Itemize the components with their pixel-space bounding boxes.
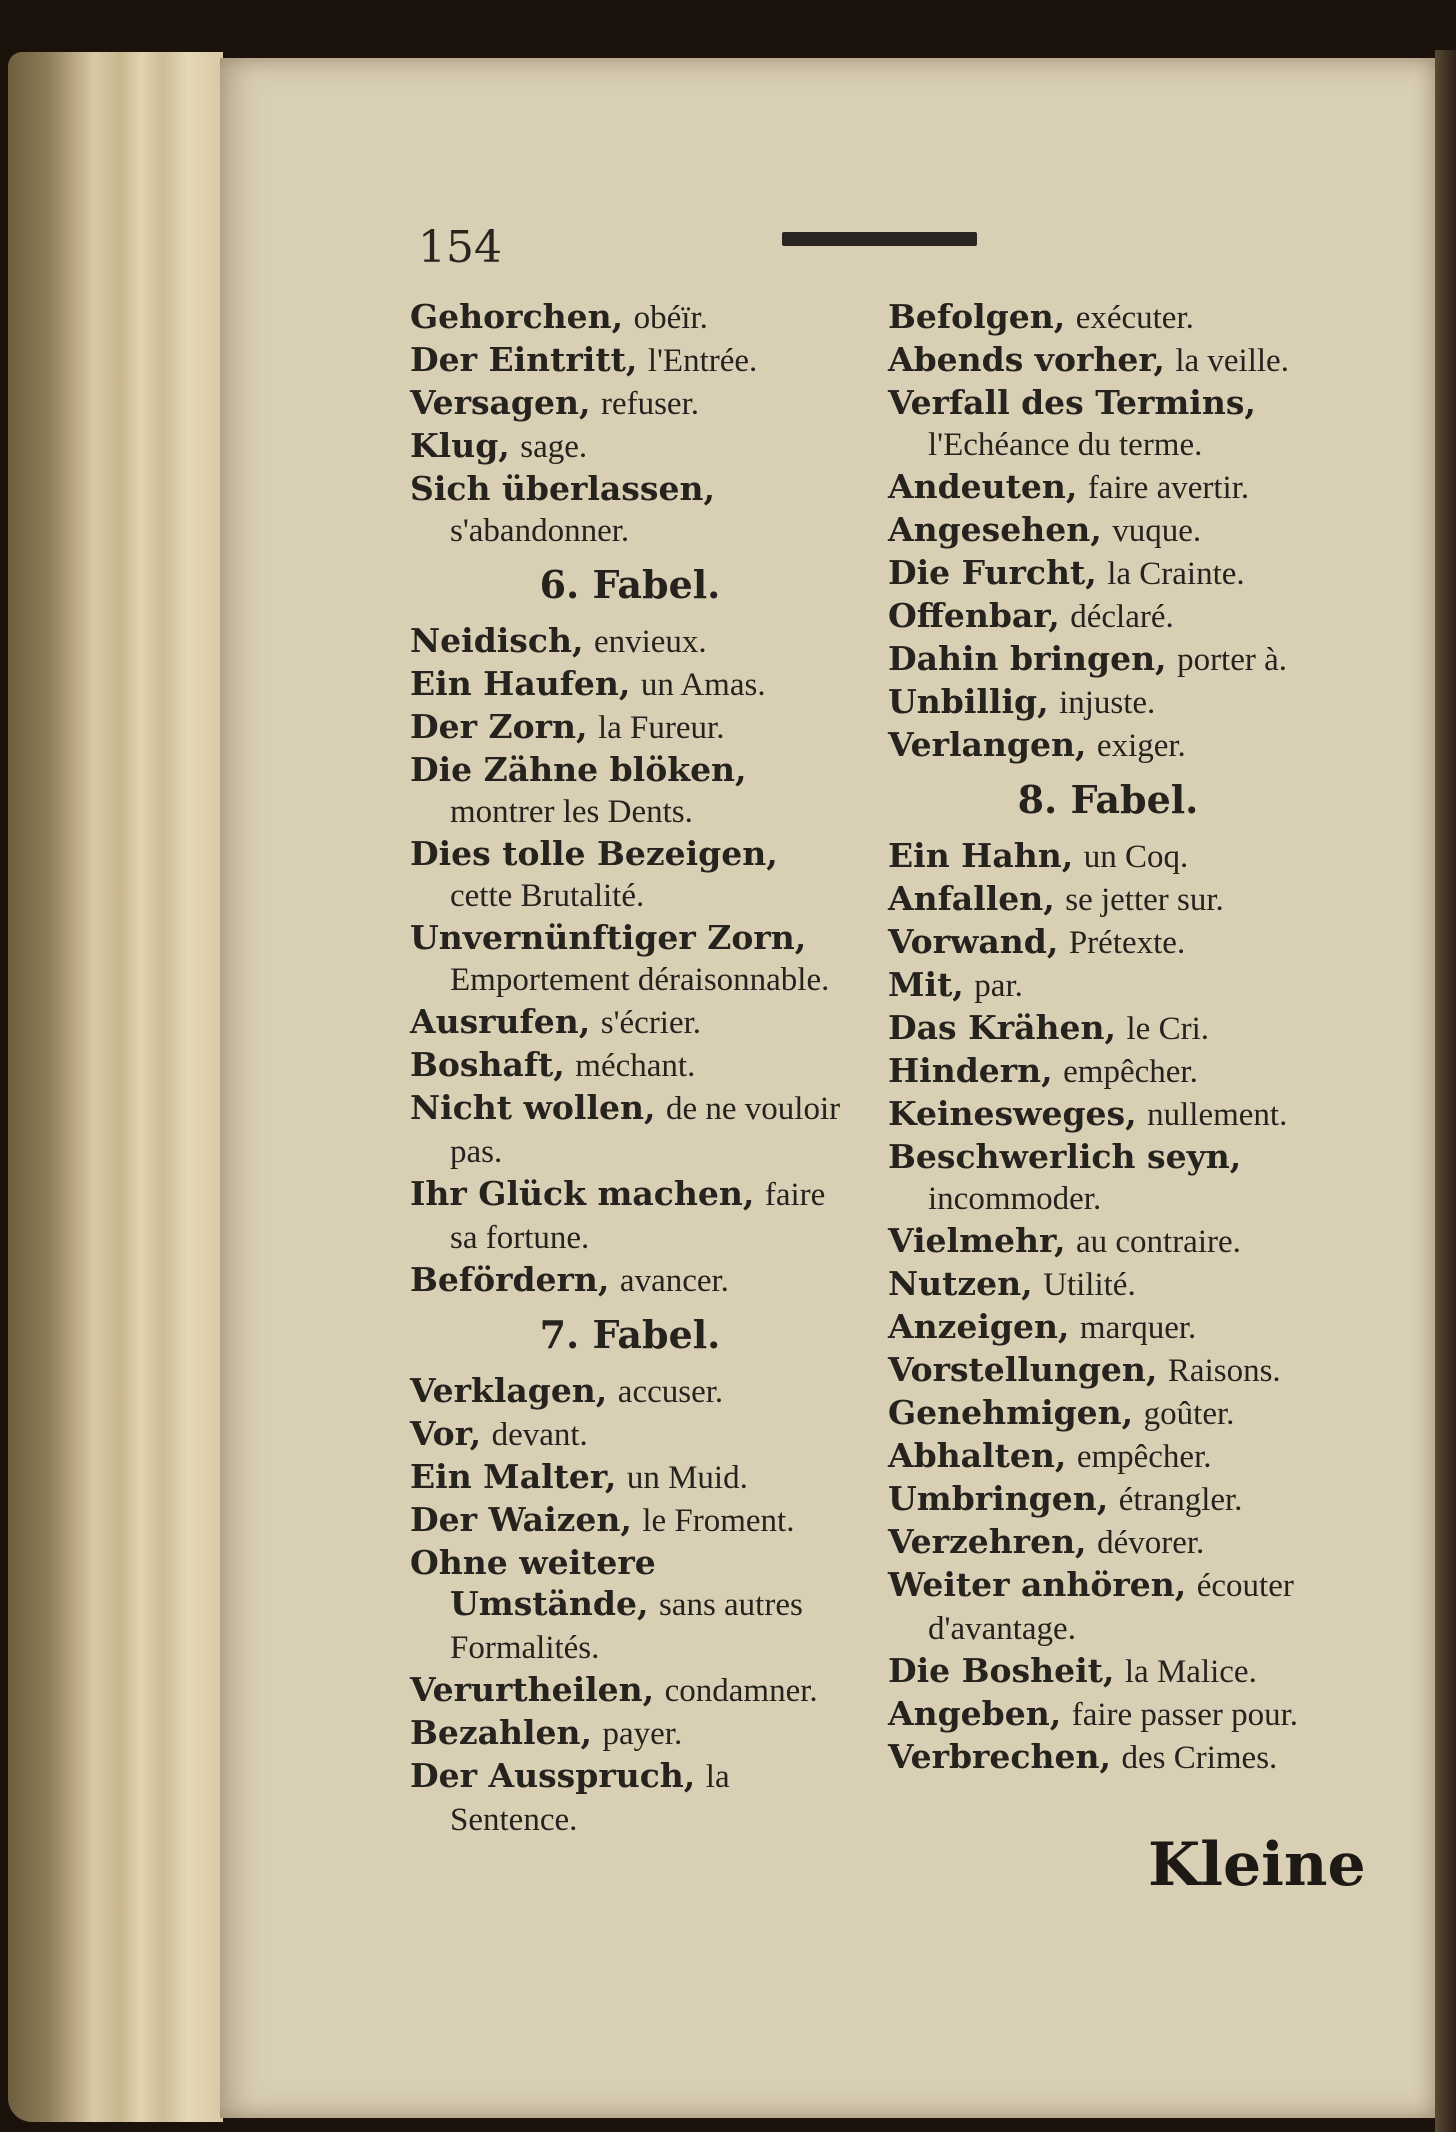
german-term: Weiter anhören, [888,1565,1187,1604]
french-translation: empêcher. [1076,1439,1212,1475]
french-translation: sans autres Formalités. [450,1587,803,1666]
french-translation: empêcher. [1063,1054,1198,1090]
vocab-entry [410,1259,850,1302]
french-translation: envieux. [593,624,707,660]
french-translation: nullement. [1147,1097,1288,1133]
french-translation: avancer. [619,1263,729,1299]
french-translation: s'abandonner. [450,513,630,549]
french-translation: accuser. [617,1374,724,1410]
french-translation: la veille. [1175,343,1289,379]
german-term: Verbrechen, [888,1737,1111,1776]
vocab-entry [410,1044,850,1087]
german-term: Andeuten, [888,467,1078,506]
french-translation: condamner. [664,1673,818,1709]
german-term: Genehmigen, [888,1393,1134,1432]
french-translation: exécuter. [1075,300,1194,336]
german-term: Anfallen, [888,879,1055,918]
german-term: Die Furcht, [888,553,1097,592]
french-translation: Utilité. [1043,1267,1136,1303]
german-term: Nutzen, [888,1264,1033,1303]
german-term: Verlangen, [888,725,1087,764]
french-translation: méchant. [575,1048,696,1084]
french-translation: des Crimes. [1121,1740,1278,1776]
vocab-entry [410,1456,850,1499]
german-term: Ihr Glück machen, [410,1174,755,1213]
german-term: Neidisch, [410,621,584,660]
vocab-entry [410,706,850,749]
french-translation: se jetter sur. [1065,882,1224,918]
vocab-entry [410,833,850,917]
german-term: Befördern, [410,1260,610,1299]
vocab-entry [888,681,1328,724]
german-term: Boshaft, [410,1045,565,1084]
book-page-edges [8,52,223,2122]
french-translation: Emportement déraisonnable. [450,962,830,998]
german-term: Abhalten, [888,1436,1067,1475]
vocab-entry [888,1478,1328,1521]
french-translation: Prétexte. [1068,925,1186,961]
german-term: Vorwand, [888,922,1059,961]
french-translation: vuque. [1112,513,1202,549]
vocab-entry [410,382,850,425]
vocab-entry [888,509,1328,552]
vocab-entry [888,339,1328,382]
vocab-entry [888,1650,1328,1693]
french-translation: exiger. [1096,728,1186,764]
vocab-entry [410,1001,850,1044]
german-term: Vielmehr, [888,1221,1066,1260]
german-term: Angesehen, [888,510,1102,549]
french-translation: s'écrier. [600,1005,702,1041]
vocab-entry [888,1693,1328,1736]
vocab-entry [410,1370,850,1413]
french-translation: montrer les Dents. [450,794,693,830]
vocab-entry [410,468,850,552]
catchword: Kleine [1148,1830,1366,1900]
vocab-entry [888,1521,1328,1564]
german-term: Vor, [410,1414,482,1453]
german-term: Ohne weitere Umstände, [410,1543,656,1623]
german-term: Vorstellungen, [888,1350,1158,1389]
vocab-entry [410,1413,850,1456]
french-translation: la Fureur. [597,710,725,746]
vocab-entry [888,595,1328,638]
german-term: Nicht wollen, [410,1088,656,1127]
german-term: Keinesweges, [888,1094,1137,1133]
french-translation: la Crainte. [1107,556,1245,592]
french-translation: obéïr. [633,300,708,336]
german-term: Verzehren, [888,1522,1087,1561]
vocab-entry [410,296,850,339]
french-translation: marquer. [1079,1310,1197,1346]
vocab-entry [410,1755,850,1841]
vocab-entry [888,1093,1328,1136]
vocab-entry [888,1435,1328,1478]
vocab-entry [410,1173,850,1259]
german-term: Versagen, [410,383,591,422]
german-term: Unvernünftiger Zorn, [410,918,807,957]
vocab-entry [410,1087,850,1173]
french-translation: déclaré. [1070,599,1174,635]
vocab-entry [888,921,1328,964]
german-term: Verurtheilen, [410,1670,655,1709]
vocab-entry [410,749,850,833]
french-translation: dévorer. [1097,1525,1205,1561]
vocab-entry [410,1499,850,1542]
french-translation: le Cri. [1126,1011,1209,1047]
french-translation: incommoder. [928,1181,1102,1217]
french-translation: goûter. [1143,1396,1235,1432]
german-term: Das Krähen, [888,1008,1116,1047]
french-translation: sage. [520,429,588,465]
german-term: Ein Hahn, [888,836,1074,875]
german-term: Der Zorn, [410,707,588,746]
french-translation: porter à. [1177,642,1288,678]
header-rule [782,232,977,246]
german-term: Dahin bringen, [888,639,1167,678]
vocab-entry [888,382,1328,466]
french-translation: refuser. [600,386,700,422]
vocab-entry [888,1263,1328,1306]
left-column [410,296,850,1841]
fable-heading: 7. Fabel. [539,1312,721,1357]
german-term: Verklagen, [410,1371,608,1410]
vocab-entry [888,1564,1328,1650]
fable-heading: 6. Fabel. [539,562,721,607]
vocab-entry [888,724,1328,767]
german-term: Anzeigen, [888,1307,1070,1346]
vocab-entry [888,1220,1328,1263]
german-term: Dies tolle Bezeigen, [410,834,778,873]
french-translation: un Amas. [640,667,766,703]
facing-page-sliver [1435,50,1456,2132]
german-term: Abends vorher, [888,340,1165,379]
french-translation: faire passer pour. [1071,1697,1299,1733]
french-translation: écouter d'avantage. [928,1568,1294,1647]
vocab-entry [410,1712,850,1755]
page-number: 154 [418,222,502,273]
german-term: Gehorchen, [410,297,624,336]
french-translation: payer. [602,1716,683,1752]
german-term: Bezahlen, [410,1713,593,1752]
german-term: Befolgen, [888,297,1066,336]
french-translation: la Sentence. [450,1759,730,1838]
german-term: Der Waizen, [410,1500,632,1539]
vocab-entry [888,466,1328,509]
vocab-entry [888,878,1328,921]
german-term: Offenbar, [888,596,1060,635]
french-translation: l'Echéance du terme. [928,427,1203,463]
vocab-entry [888,552,1328,595]
german-term: Angeben, [888,1694,1062,1733]
french-translation: Raisons. [1167,1353,1281,1389]
german-term: Sich überlassen, [410,469,715,508]
vocab-entry [410,1669,850,1712]
vocab-entry [410,1542,850,1669]
french-translation: cette Brutalité. [450,878,645,914]
german-term: Ein Malter, [410,1457,617,1496]
french-translation: devant. [491,1417,588,1453]
vocab-entry [410,620,850,663]
german-term: Der Ausspruch, [410,1756,696,1795]
german-term: Klug, [410,426,510,465]
german-term: Umbringen, [888,1479,1109,1518]
vocab-entry [410,425,850,468]
german-term: Beschwerlich seyn, [888,1137,1242,1176]
vocab-entry [888,638,1328,681]
french-translation: faire sa fortune. [450,1177,826,1256]
french-translation: par. [974,968,1023,1004]
right-column [888,296,1328,1779]
french-translation: la Malice. [1124,1654,1257,1690]
french-translation: au contraire. [1075,1224,1241,1260]
vocab-entry [888,835,1328,878]
french-translation: un Muid. [626,1460,748,1496]
german-term: Hindern, [888,1051,1053,1090]
french-translation: le Froment. [642,1503,795,1539]
vocab-entry [888,1007,1328,1050]
german-term: Ausrufen, [410,1002,591,1041]
french-translation: l'Entrée. [647,343,758,379]
french-translation: injuste. [1059,685,1156,721]
vocab-entry [888,1736,1328,1779]
vocab-entry [888,1136,1328,1220]
vocab-entry [888,1349,1328,1392]
french-translation: étrangler. [1118,1482,1243,1518]
vocab-entry [888,1306,1328,1349]
vocab-entry [888,1392,1328,1435]
vocab-entry [888,1050,1328,1093]
german-term: Ein Haufen, [410,664,631,703]
german-term: Mit, [888,965,964,1004]
vocab-entry [410,339,850,382]
french-translation: un Coq. [1083,839,1189,875]
german-term: Verfall des Termins, [888,383,1256,422]
german-term: Die Bosheit, [888,1651,1115,1690]
french-translation: de ne vouloir pas. [450,1091,841,1170]
vocab-entry [888,964,1328,1007]
german-term: Unbillig, [888,682,1049,721]
french-translation: faire avertir. [1087,470,1250,506]
german-term: Der Eintritt, [410,340,638,379]
vocab-entry [410,917,850,1001]
vocab-entry [410,663,850,706]
vocab-entry [888,296,1328,339]
fable-heading: 8. Fabel. [1017,777,1199,822]
german-term: Die Zähne blöken, [410,750,747,789]
